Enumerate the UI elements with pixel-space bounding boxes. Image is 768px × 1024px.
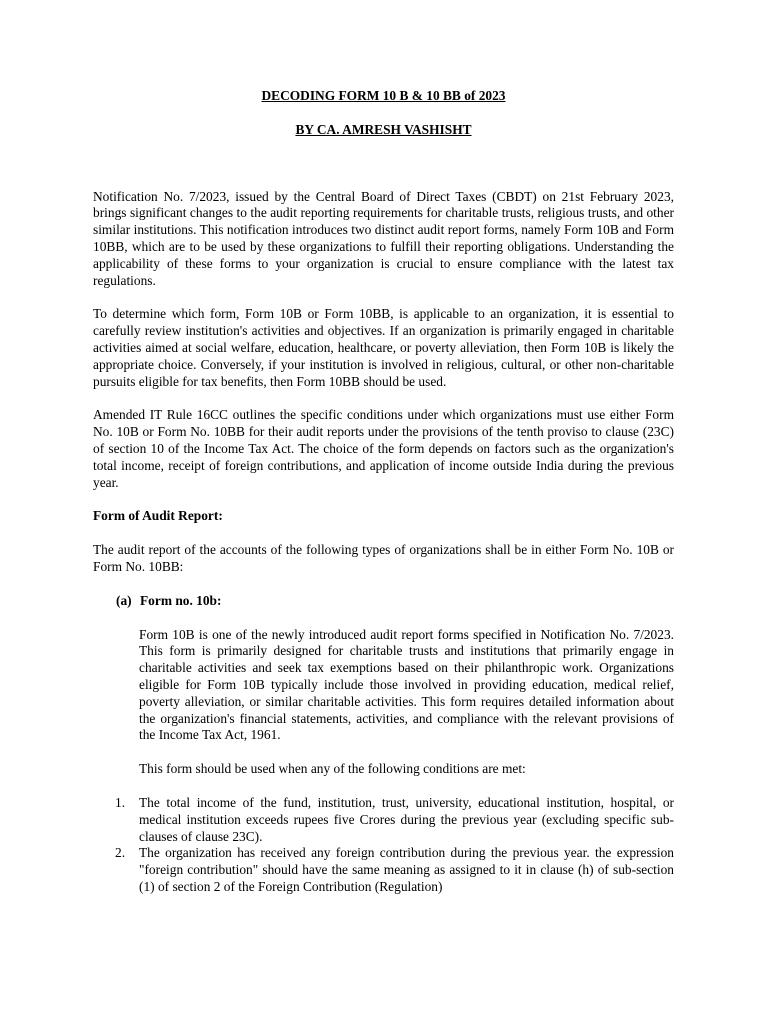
form-10b-description: Form 10B is one of the newly introduced audit report forms specified in Notification No. 7/2023. This form is primarily designed for charitable trusts and institutions that primarily engage in charitable activities and seek tax exemptions based on their philanthropic work. Organizations eligible for Form 10B typically include those involved in providing education, medical relief, poverty alleviation, or similar charitable activities. This form requires detailed information about the organization's financial statements, activities, and compliance with the relevant provisions of the Income Tax Act, 1961. (139, 626, 674, 743)
conditions-intro: This form should be used when any of the following conditions are met: (139, 761, 526, 777)
intro-paragraph-1: Notification No. 7/2023, issued by the Central Board of Direct Taxes (CBDT) on 21st February 2023, brings significant changes to the audit reporting requirements for charitable trusts, religious trusts, and other similar institutions. This notification introduces two distinct audit report forms, namely Form 10B and Form 10BB, which are to be used by these organizations to fulfill their reporting obligations. Understanding the applicability of these forms to your organization is crucial to ensure compliance with the latest tax regulations. (93, 188, 674, 288)
audit-report-intro: The audit report of the accounts of the following types of organizations shall be in either Form No. 10B or Form No. 10BB: (93, 542, 674, 574)
list-item (93, 845, 674, 895)
list-item-text: The organization has received any foreign contribution during the previous year. the expression "foreign contribution" should have the same meaning as assigned to it in clause (h) of sub-section (1) of section 2 of the Foreign Contribution (Regulation) (139, 845, 674, 894)
sub-section-title: Form no. 10b: (140, 592, 222, 608)
list-item-number: 1. (115, 794, 126, 810)
section-heading-audit-report: Form of Audit Report: (93, 508, 223, 524)
document-page (93, 88, 674, 896)
document-title: DECODING FORM 10 B & 10 BB of 2023 (261, 88, 506, 103)
list-item (93, 795, 674, 845)
document-author: BY CA. AMRESH VASHISHT (295, 121, 472, 137)
list-item-number: 2. (115, 845, 126, 861)
conditions-list (93, 795, 674, 896)
sub-section-form-10b (116, 593, 674, 610)
list-item-text: The total income of the fund, institution, trust, university, educational institution, hospital, or medical institution exceeds rupees five Crores during the previous year (excluding specific sub-clauses of clause 23C). (139, 794, 674, 844)
intro-paragraph-3: Amended IT Rule 16CC outlines the specific conditions under which organizations must use either Form No. 10B or Form No. 10BB for their audit reports under the provisions of the tenth proviso to clause (23C) of section 10 of the Income Tax Act. The choice of the form depends on factors such as the organization's total income, receipt of foreign contributions, and application of income outside India during the previous year. (93, 407, 674, 490)
sub-section-marker: (a) (116, 592, 132, 608)
intro-paragraph-2: To determine which form, Form 10B or Form 10BB, is applicable to an organization, it is essential to carefully review institution's activities and objectives. If an organization is primarily engaged in charitable activities aimed at social welfare, education, healthcare, or poverty alleviation, then Form 10B is likely the appropriate choice. Conversely, if your institution is involved in religious, cultural, or other non-charitable pursuits eligible for tax benefits, then Form 10BB should be used. (93, 306, 674, 389)
